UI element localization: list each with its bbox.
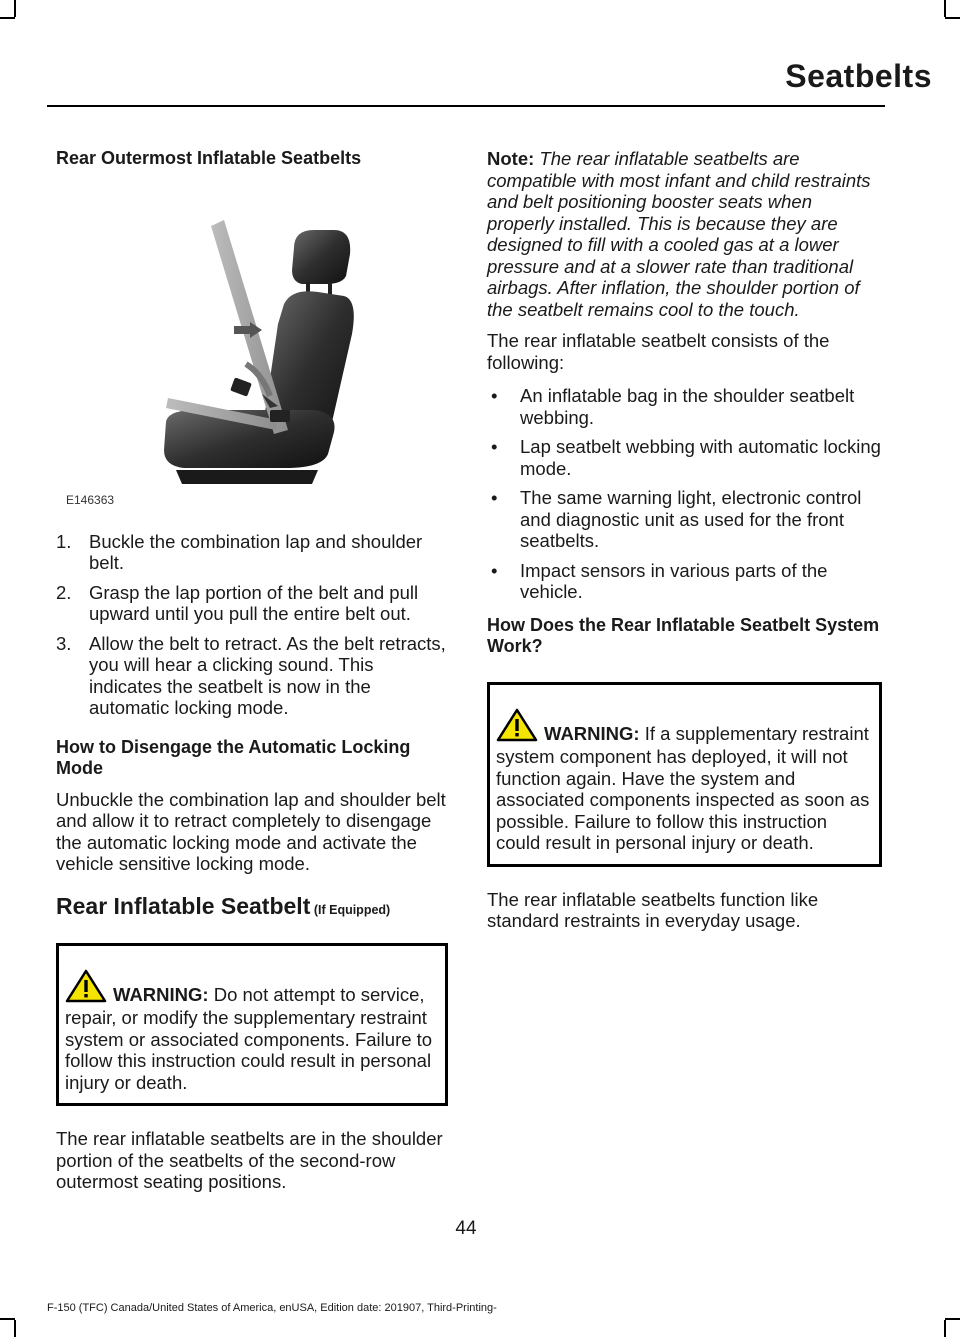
warning-box: WARNING: If a supplementary restraint system component has deployed, it will not function again. Have the system and associated components inspected as soon as possible. Failure to follow this instruction could result in personal injury or death. [487,682,882,867]
header-rule [47,105,885,107]
list-item: • An inflatable bag in the shoulder seatbelt webbing. [491,385,855,428]
section-heading: Rear Inflatable Seatbelt (If Equipped) [56,892,391,919]
crop-mark [945,17,960,19]
seat-illustration [56,184,444,514]
warning-triangle-icon [65,969,107,1008]
crop-mark [0,1318,15,1320]
list-item: 1. Buckle the combination lap and shoulder belt. [56,530,423,573]
crop-mark [944,0,946,17]
section-heading: Rear Outermost Inflatable Seatbelts [56,148,362,168]
warning-triangle-icon [496,708,538,747]
section-heading: How to Disengage the Automatic Locking Mode [56,736,411,778]
list-item: 3. Allow the belt to retract. As the belt retracts, you will hear a clicking sound. This indicates the seatbelt is now in the automatic locking mode. [56,632,446,718]
list-item: • The same warning light, electronic control and diagnostic unit as used for the front seatbelts. [491,487,862,551]
crop-mark [944,1320,946,1337]
paragraph: Unbuckle the combination lap and shoulder belt and allow it to retract completely to disengage the automatic locking mode and activate the vehicle sensitive locking mode. [56,788,446,874]
section-heading: How Does the Rear Inflatable Seatbelt System Work? [487,614,880,656]
crop-mark [0,17,15,19]
list-item: 2. Grasp the lap portion of the belt and pull upward until you pull the entire belt out. [56,581,419,624]
page-title: Seatbelts [785,58,932,94]
paragraph: The rear inflatable seatbelts function like standard restraints in everyday usage. [487,888,819,931]
paragraph: The rear inflatable seatbelts are in the shoulder portion of the seatbelts of the second-row outermost seating positions. [56,1128,443,1192]
list-item: • Impact sensors in various parts of the vehicle. [491,559,828,602]
crop-mark [14,0,16,17]
edition-line: F-150 (TFC) Canada/United States of America, enUSA, Edition date: 201907, Third-Printing- [47,1302,497,1314]
steps-list [56,531,448,719]
right-column [487,148,882,932]
list-item: • Lap seatbelt webbing with automatic locking mode. [491,436,881,479]
paragraph: The rear inflatable seatbelt consists of the following: [487,330,830,373]
left-column [56,148,448,1193]
crop-mark [14,1320,16,1337]
page-number: 44 [455,1218,477,1239]
note-paragraph: Note: The rear inflatable seatbelts are compatible with most infant and child restraints and belt positioning booster seats when properly installed. This is because they are designed to fill with a cooled gas at a lower pressure and at a slower rate than traditional airbags. After inflation, the shoulder portion of the seatbelt remains cool to the touch. [487,148,871,320]
figure-code: E146363 [66,493,115,507]
warning-box: WARNING: Do not attempt to service, repair, or modify the supplementary restraint system or associated components. Failure to follow this instruction could result in personal injury or death. [56,943,448,1107]
bullet-list [487,385,882,603]
crop-mark [945,1318,960,1320]
